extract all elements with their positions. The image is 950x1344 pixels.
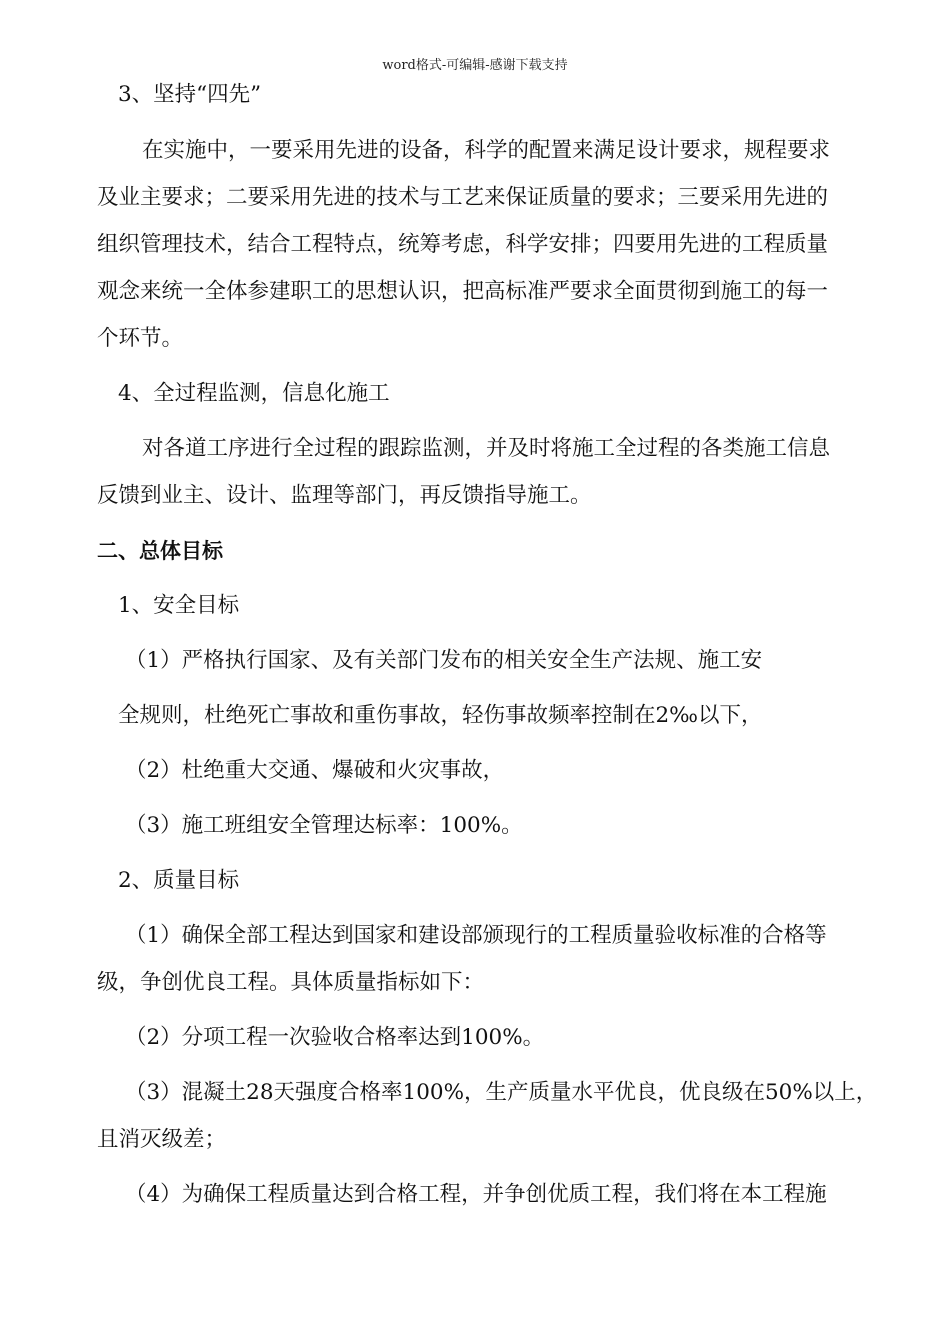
paragraph-line: 组织管理技术，结合工程特点，统筹考虑，科学安排；四要用先进的工程质量 [97, 232, 829, 257]
list-item-continued: 全规则，杜绝死亡事故和重伤事故，轻伤事故频率控制在2‰以下， [118, 703, 763, 728]
section-heading-overall-goals: 二、总体目标 [97, 539, 223, 563]
heading-four-firsts: 3、坚持“四先” [118, 82, 262, 107]
page-header: word格式-可编辑-感谢下载支持 [382, 58, 568, 73]
paragraph-line: 及业主要求；二要采用先进的技术与工艺来保证质量的要求；三要采用先进的 [97, 185, 829, 210]
paragraph-line: 观念来统一全体参建职工的思想认识，把高标准严要求全面贯彻到施工的每一 [97, 279, 829, 304]
list-item: （1）确保全部工程达到国家和建设部颁现行的工程质量验收标准的合格等 [125, 923, 827, 948]
paragraph-line: 个环节。 [97, 326, 184, 351]
list-item-continued: 级，争创优良工程。具体质量指标如下： [97, 970, 485, 995]
paragraph-line: 在实施中，一要采用先进的设备，科学的配置来满足设计要求，规程要求 [142, 138, 831, 163]
list-item: （4）为确保工程质量达到合格工程，并争创优质工程，我们将在本工程施 [125, 1182, 827, 1207]
paragraph-line: 对各道工序进行全过程的跟踪监测，并及时将施工全过程的各类施工信息 [142, 436, 831, 461]
list-item-continued: 且消灭级差； [97, 1127, 227, 1152]
heading-monitoring: 4、全过程监测，信息化施工 [118, 381, 390, 406]
list-item: （2）分项工程一次验收合格率达到100%。 [125, 1025, 545, 1050]
list-item: （3）混凝土28天强度合格率100%，生产质量水平优良，优良级在50%以上， [125, 1080, 878, 1105]
list-item: （2）杜绝重大交通、爆破和火灾事故， [125, 758, 505, 783]
paragraph-line: 反馈到业主、设计、监理等部门，再反馈指导施工。 [97, 483, 592, 508]
heading-quality-goals: 2、质量目标 [118, 868, 240, 893]
list-item: （1）严格执行国家、及有关部门发布的相关安全生产法规、施工安 [125, 648, 763, 673]
heading-safety-goals: 1、安全目标 [118, 593, 240, 618]
list-item: （3）施工班组安全管理达标率：100%。 [125, 813, 523, 838]
